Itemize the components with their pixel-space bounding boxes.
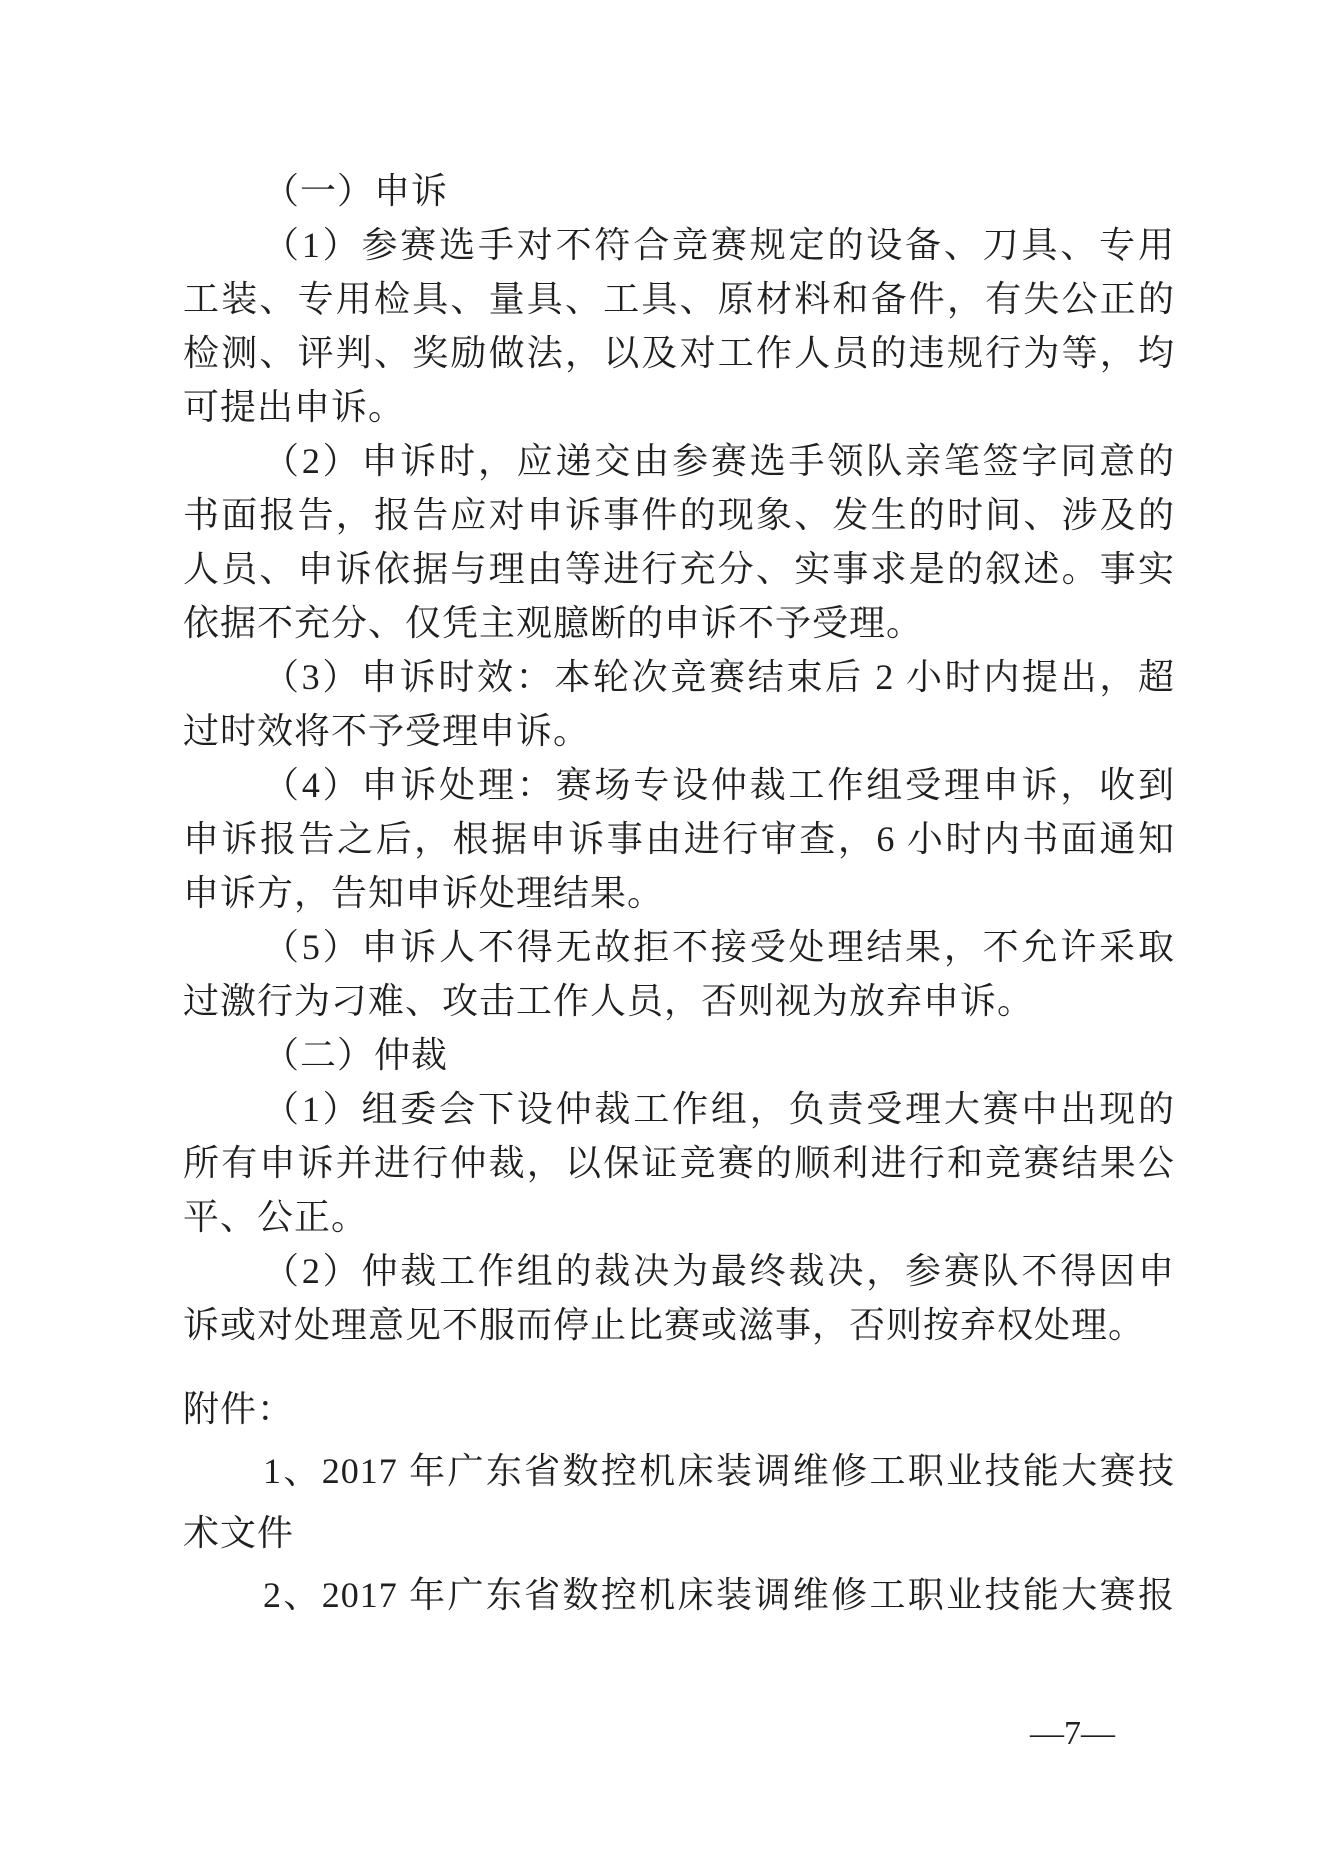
page-number: —7— [1030,1715,1115,1752]
heading-appeal: （一）申诉 [263,171,449,211]
body-text-line: 过激行为刁难、攻击工作人员，否则视为放弃申诉。 [183,981,1035,1021]
body-text-line: （2）仲裁工作组的裁决为最终裁决，参赛队不得因申 [263,1251,1175,1291]
body-text-line: 工装、专用检具、量具、工具、原材料和备件，有失公正的 [183,279,1175,319]
attachments-label: 附件： [183,1389,295,1429]
heading-arbitration: （二）仲裁 [263,1035,449,1075]
body-text-line: 所有申诉并进行仲裁，以保证竞赛的顺利进行和竞赛结果公 [183,1143,1175,1183]
body-text-line: 依据不充分、仅凭主观臆断的申诉不予受理。 [183,603,924,643]
body-text-line: 书面报告，报告应对申诉事件的现象、发生的时间、涉及的 [183,495,1175,535]
body-text-line: 过时效将不予受理申诉。 [183,711,591,751]
body-text-line: 检测、评判、奖励做法，以及对工作人员的违规行为等，均 [183,333,1175,373]
body-text-line: （4）申诉处理：赛场专设仲裁工作组受理申诉，收到 [263,765,1175,805]
body-text-line: （1）参赛选手对不符合竞赛规定的设备、刀具、专用 [263,225,1175,265]
body-text-line: （5）申诉人不得无故拒不接受处理结果，不允许采取 [263,927,1175,967]
body-text-line: 申诉方，告知申诉处理结果。 [183,873,665,913]
attachments-section [183,1378,1175,1626]
body-text-line: 诉或对处理意见不服而停止比赛或滋事，否则按弃权处理。 [183,1305,1146,1345]
body-text-line: 平、公正。 [183,1197,369,1237]
attachment-item-line: 1、2017 年广东省数控机床装调维修工职业技能大赛技 [263,1451,1175,1491]
document-body [183,164,1175,1626]
body-text-line: 人员、申诉依据与理由等进行充分、实事求是的叙述。事实 [183,549,1175,589]
body-text-line: （3）申诉时效：本轮次竞赛结束后 2 小时内提出，超 [263,657,1175,697]
body-text-line: 申诉报告之后，根据申诉事由进行审查，6 小时内书面通知 [183,819,1175,859]
body-text-line: （1）组委会下设仲裁工作组，负责受理大赛中出现的 [263,1089,1175,1129]
attachment-item-line: 术文件 [183,1513,295,1553]
attachment-item-line: 2、2017 年广东省数控机床装调维修工职业技能大赛报 [263,1575,1175,1615]
body-text-line: 可提出申诉。 [183,387,406,427]
body-text-line: （2）申诉时，应递交由参赛选手领队亲笔签字同意的 [263,441,1175,481]
